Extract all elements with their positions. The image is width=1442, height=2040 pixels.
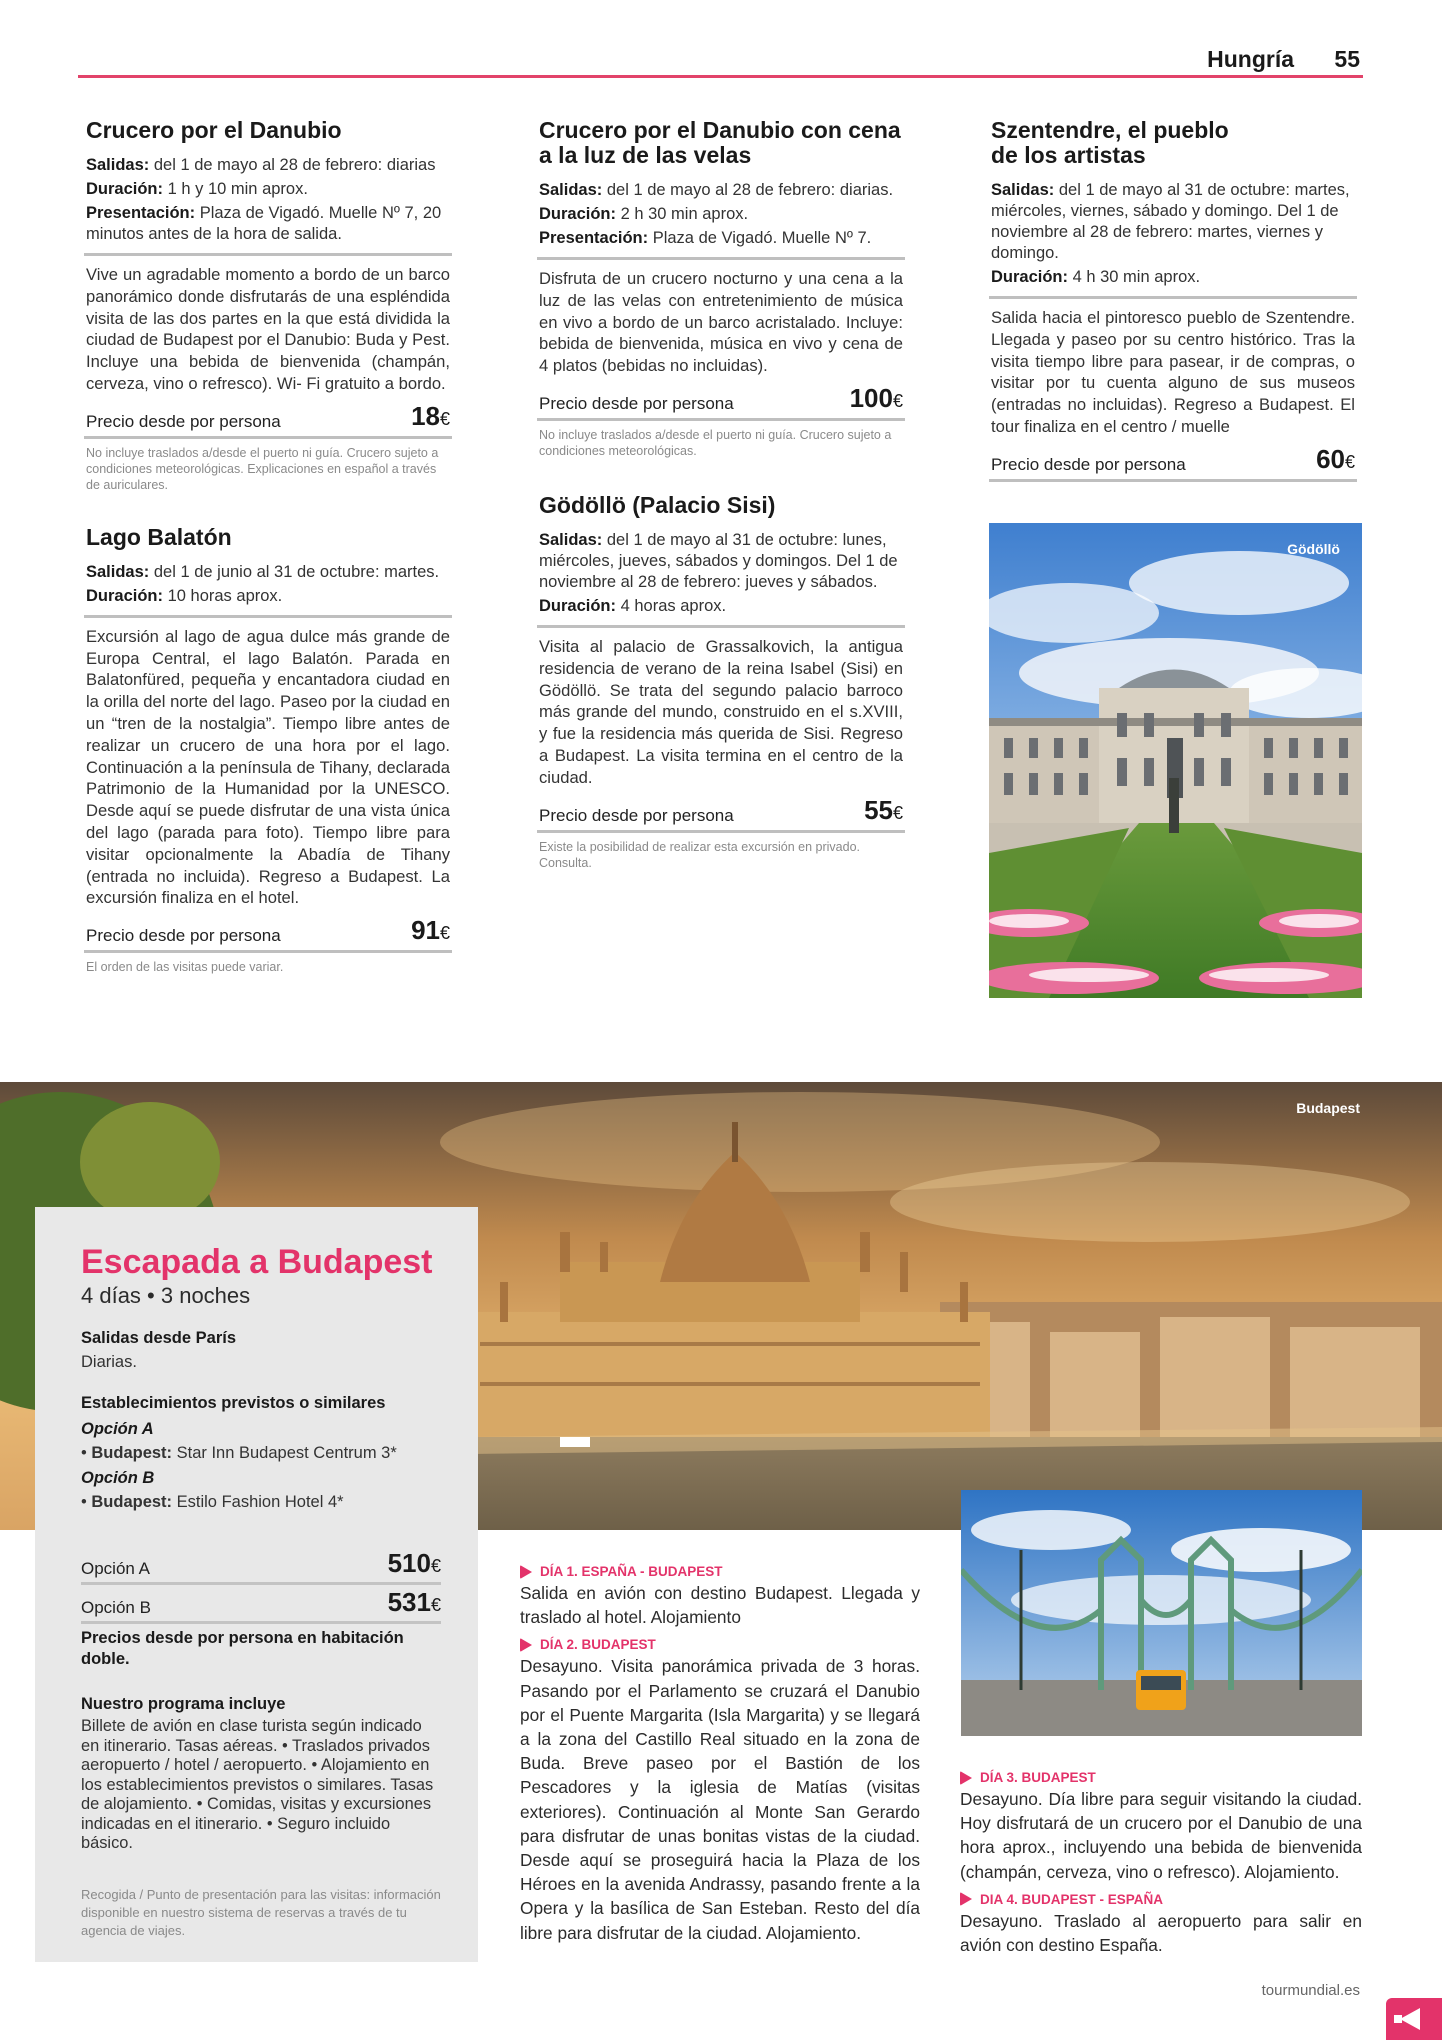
price-value: 18€: [411, 400, 450, 431]
price-value: 60€: [1316, 443, 1355, 474]
excursion-description: Vive un agradable momento a bordo de un barco panorámico donde disfrutarás de una espléndida visita de las dos partes en la que está dividida la ciudad de Budapest por el Danubio: Buda y Pest. Incluye una bebida de bienvenida (champán, cerveza, vino o refresco). Wi- Fi gratuito a bordo.: [86, 265, 450, 393]
hotel-a: • Budapest: Star Inn Budapest Centrum 3*: [81, 1444, 397, 1462]
excursion-title: Gödöllö (Palacio Sisi): [539, 491, 776, 518]
divider: [537, 625, 905, 628]
package-title: Escapada a Budapest: [81, 1243, 433, 1281]
duracion: Duración: 10 horas aprox.: [86, 586, 283, 605]
day-heading: DÍA 2. BUDAPEST: [520, 1637, 920, 1652]
day-text: Desayuno. Visita panorámica privada de 3 horas. Pasando por el Parlamento se cruzará el Danubio por el Puente Margarita (Isla Margarita) y se llegará a la zona del Castillo Real situado en la zona de Buda. Breve paseo por el Bastión de los Pescadores y la iglesia de Matías (visitas exteriores). Continuación al Monte San Gerardo para disfrutar de unas bonitas vistas de la ciudad. Desde aquí se proseguirá hacia la Plaza de los Héroes en la avenida Andrassy, pasando frente a la Opera y la basílica de San Esteban. Resto del día libre para disfrutar de la ciudad. Alojamiento.: [520, 1656, 920, 1943]
excursion-szentendre: [991, 118, 1355, 482]
day-text: Salida en avión con destino Budapest. Llegada y traslado al hotel. Alojamiento: [520, 1583, 920, 1628]
price-label: Precio desde por persona: [86, 926, 281, 946]
salidas-text: Diarias.: [81, 1353, 137, 1371]
price-label: Precio desde por persona: [539, 393, 734, 413]
excursion-danubio: [86, 118, 450, 493]
price-row: [989, 443, 1357, 482]
day-heading: DÍA 3. BUDAPEST: [960, 1770, 1362, 1785]
salidas-heading: Salidas desde París: [81, 1329, 237, 1347]
megaphone-icon: [1386, 1998, 1442, 2040]
divider: [84, 253, 452, 256]
liberty-bridge-photo: [961, 1490, 1362, 1736]
column-right: [991, 118, 1355, 516]
itinerary-right: [960, 1770, 1362, 1957]
excursion-note: No incluye traslados a/desde el puerto ni guía. Crucero sujeto a condiciones meteorológicas.: [539, 427, 892, 458]
excursion-description: Salida hacia el pintoresco pueblo de Szentendre. Llegada y paseo por su centro histórico. Tras la visita tiempo libre para pasear, ir de compras, o visitar por tu cuenta alguno de sus museos (entradas no incluidas). Regreso a Budapest. El tour finaliza en el centro / muelle: [991, 308, 1355, 436]
divider: [537, 257, 905, 260]
website-link[interactable]: tourmundial.es: [1261, 1982, 1360, 1999]
excursion-description: Excursión al lago de agua dulce más grande de Europa Central, el lago Balatón. Parada en Balatonfüred, pequeña y encantadora ciudad en la orilla del norte del lago. Paseo por la ciudad en un “tren de la nostalgia”. Tiempo libre antes de realizar un crucero de una hora por el lago. Continuación a la península de Tihany, declarada Patrimonio de la Humanidad por la UNESCO. Desde aquí se puede disfrutar de una vista única del lago (parada para foto). Tiempo libre para visitar opcionalmente la Abadía de Tihany (entrada no incluida). Regreso a Budapest. La excursión finaliza en el hotel.: [86, 626, 450, 908]
triangle-bullet-icon: [520, 1638, 532, 1652]
price-label: Precio desde por persona: [991, 454, 1186, 474]
price-value: 100€: [849, 382, 903, 413]
presentacion: Presentación: Plaza de Vigadó. Muelle Nº 7, 20 minutos antes de la hora de salida.: [86, 204, 442, 243]
price-label: Precio desde por persona: [539, 805, 734, 825]
triangle-bullet-icon: [520, 1565, 532, 1579]
excursion-balaton: [86, 525, 450, 975]
bridge-illustration: [961, 1490, 1362, 1736]
price-note: Precios desde por persona en habitación doble.: [81, 1629, 404, 1668]
salidas: Salidas: del 1 de mayo al 31 de octubre: lunes, miércoles, jueves, sábados y domingos. Del 1 de noviembre al 28 de febrero: jueves y sábados.: [539, 530, 898, 591]
option-b-label: Opción B: [81, 1469, 155, 1487]
triangle-bullet-icon: [960, 1892, 972, 1906]
excursion-title: Szentendre, el pueblo de los artistas: [991, 117, 1229, 168]
day-text: Desayuno. Traslado al aeropuerto para salir en avión con destino España.: [960, 1910, 1362, 1956]
hotel-b: • Budapest: Estilo Fashion Hotel 4*: [81, 1493, 344, 1511]
hotels-heading: Establecimientos previstos o similares: [81, 1394, 386, 1412]
salidas: Salidas: del 1 de mayo al 28 de febrero: diarias.: [539, 181, 894, 199]
day-heading: DÍA 1. ESPAÑA - BUDAPEST: [520, 1564, 920, 1579]
excursion-velas: [539, 118, 903, 459]
excursion-description: Visita al palacio de Grassalkovich, la antigua residencia de verano de la reina Isabel (Sisi) en Gödöllö. Se trata del segundo palacio barroco más grande del mundo, construido en el s.XVIII, y fue la residencia más querida de Sisi. Regreso a Budapest. La visita termina en el centro de la ciudad.: [539, 636, 903, 787]
excursion-note: No incluye traslados a/desde el puerto ni guía. Crucero sujeto a condiciones meteorológicas. Explicaciones en español a través de auriculares.: [86, 445, 439, 492]
duracion: Duración: 2 h 30 min aprox.: [539, 205, 749, 223]
triangle-bullet-icon: [960, 1771, 972, 1785]
column-middle: [539, 118, 903, 905]
page-header: [0, 0, 1442, 80]
price-row: [84, 400, 452, 439]
day-text: Desayuno. Día libre para seguir visitando la ciudad. Hoy disfrutará de un crucero por el Danubio de una hora aprox., incluyendo una bebida de bienvenida (champán, cerveza, vino o refresco). Alojamiento.: [960, 1789, 1362, 1882]
presentacion: Presentación: Plaza de Vigadó. Muelle Nº 7.: [539, 229, 872, 247]
salidas: Salidas: del 1 de junio al 31 de octubre: martes.: [86, 562, 440, 581]
incluye-heading: Nuestro programa incluye: [81, 1695, 286, 1713]
price-option-b: Opción B 531€: [81, 1589, 441, 1624]
excursion-title: Crucero por el Danubio: [86, 117, 342, 143]
duracion: Duración: 4 horas aprox.: [539, 596, 727, 615]
price-option-a: Opción A 510€: [81, 1550, 441, 1585]
page-number: 55: [1334, 46, 1360, 72]
incluye-text: Billete de avión en clase turista según indicado en itinerario. Tasas aéreas. • Traslados privados aeropuerto / hotel / aeropuerto. • Alojamiento en los establecimientos previstos o similares. Tasas de alojamiento. • Comidas, visitas y excursiones indicadas en el itinerario. • Seguro incluido básico.: [81, 1717, 434, 1852]
excursion-godollo: [539, 493, 903, 871]
package-panel: [35, 1207, 478, 1962]
duracion: Duración: 1 h y 10 min aprox.: [86, 180, 308, 198]
package-duration: 4 días • 3 noches: [81, 1283, 251, 1308]
back-page-button[interactable]: [1386, 1998, 1442, 2040]
excursion-note: El orden de las visitas puede variar.: [86, 960, 284, 975]
divider: [84, 615, 452, 618]
photo-caption: Budapest: [1296, 1100, 1360, 1116]
excursion-title: Crucero por el Danubio con cena a la luz de las velas: [539, 117, 901, 168]
salidas: Salidas: del 1 de mayo al 28 de febrero: diarias: [86, 156, 436, 174]
header-rule: [78, 75, 1363, 78]
price-value: 55€: [864, 794, 903, 825]
price-row: [537, 794, 905, 833]
excursion-note: Existe la posibilidad de realizar esta excursión en privado. Consulta.: [539, 839, 861, 870]
excursion-title: Lago Balatón: [86, 523, 232, 550]
itinerary-left: [520, 1564, 920, 1945]
price-value: 91€: [411, 915, 450, 946]
excursion-description: Disfruta de un crucero nocturno y una cena a la luz de las velas con entretenimiento de música en vivo a bordo de un barco acristalado. Incluye: bebida de bienvenida, música en vivo y cena de 4 platos (bebidas no incluidas).: [539, 269, 903, 376]
duracion: Duración: 4 h 30 min aprox.: [991, 268, 1201, 286]
godollo-palace-photo: [989, 523, 1362, 998]
price-label: Precio desde por persona: [86, 411, 281, 431]
recogida-note: Recogida / Punto de presentación para las visitas: información disponible en nuestro sistema de reservas a través de tu agencia de viajes.: [81, 1886, 441, 1938]
photo-caption: Gödöllö: [1287, 541, 1340, 557]
column-left: [86, 118, 450, 1009]
price-row: [84, 917, 452, 953]
salidas: Salidas: del 1 de mayo al 31 de octubre: martes, miércoles, viernes, sábado y domingo. Del 1 de noviembre al 28 de febrero: martes, viernes y domingo.: [991, 181, 1350, 262]
palace-illustration: [989, 523, 1362, 998]
country-title: Hungría: [1207, 46, 1294, 72]
option-a-label: Opción A: [81, 1420, 154, 1438]
day-heading: DIA 4. BUDAPEST - ESPAÑA: [960, 1892, 1362, 1907]
price-row: [537, 382, 905, 421]
divider: [989, 296, 1357, 299]
